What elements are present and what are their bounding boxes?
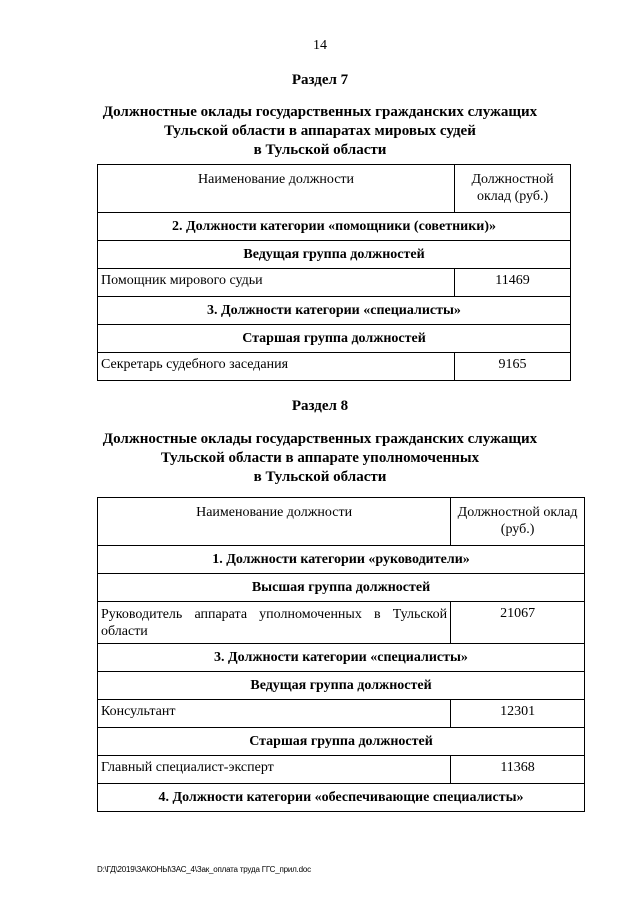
table-header-row xyxy=(98,498,585,546)
salary-head: 21067 xyxy=(451,602,585,644)
category-specialists: 3. Должности категории «специалисты» xyxy=(98,644,585,672)
category-row xyxy=(98,644,585,672)
group-senior: Старшая группа должностей xyxy=(98,728,585,756)
table-row xyxy=(98,602,585,644)
category-support: 4. Должности категории «обеспечивающие специалисты» xyxy=(98,784,585,812)
header-position-name: Наименование должности xyxy=(98,165,455,213)
group-row xyxy=(98,672,585,700)
position-chief-expert: Главный специалист-эксперт xyxy=(98,756,451,784)
salary-chief-expert: 11368 xyxy=(451,756,585,784)
category-row xyxy=(98,213,571,241)
group-highest: Высшая группа должностей xyxy=(98,574,585,602)
header-salary xyxy=(451,498,585,546)
position-head: Руководитель аппарата уполномоченных в Тульской области xyxy=(98,602,451,644)
footer-file-path: D:\ГД\2019\ЗАКОНЫ\ЗАС_4\Зак_оплата труда ГГС_прил.doc xyxy=(97,865,311,874)
group-row xyxy=(98,325,571,353)
header-salary-line2: оклад (руб.) xyxy=(476,189,549,204)
page-number: 14 xyxy=(313,38,327,53)
section7-salary-table xyxy=(97,164,571,381)
section7-title-line2: Тульской области в аппаратах мировых судей xyxy=(164,123,476,139)
table-row xyxy=(98,353,571,381)
section8-title-line3: в Тульской области xyxy=(253,469,387,485)
group-row xyxy=(98,728,585,756)
category-heads: 1. Должности категории «руководители» xyxy=(98,546,585,574)
position-consultant: Консультант xyxy=(98,700,451,728)
group-leading: Ведущая группа должностей xyxy=(98,241,571,269)
table-row xyxy=(98,756,585,784)
section8-title-line2: Тульской области в аппарате уполномоченных xyxy=(160,450,480,466)
header-salary xyxy=(455,165,571,213)
section8-heading: Раздел 8 xyxy=(291,398,349,414)
section7-title-line1: Должностные оклады государственных гражданских служащих xyxy=(102,104,538,120)
table-header-row xyxy=(98,165,571,213)
header-salary-line2: (руб.) xyxy=(500,522,535,537)
category-row xyxy=(98,784,585,812)
section7-heading: Раздел 7 xyxy=(291,72,349,88)
group-row xyxy=(98,241,571,269)
section7-title xyxy=(0,103,640,160)
position-secretary: Секретарь судебного заседания xyxy=(98,353,455,381)
position-assistant: Помощник мирового судьи xyxy=(98,269,455,297)
section8-title-line1: Должностные оклады государственных гражданских служащих xyxy=(102,431,538,447)
header-position-name: Наименование должности xyxy=(98,498,451,546)
table-row xyxy=(98,269,571,297)
section8-salary-table xyxy=(97,497,585,812)
table-row xyxy=(98,700,585,728)
header-salary-line1: Должностной xyxy=(471,172,554,187)
section7-title-line3: в Тульской области xyxy=(253,142,387,158)
group-leading: Ведущая группа должностей xyxy=(98,672,585,700)
category-row xyxy=(98,297,571,325)
salary-assistant: 11469 xyxy=(455,269,571,297)
group-row xyxy=(98,574,585,602)
salary-secretary: 9165 xyxy=(455,353,571,381)
salary-consultant: 12301 xyxy=(451,700,585,728)
section8-title xyxy=(0,430,640,487)
category-row xyxy=(98,546,585,574)
group-senior: Старшая группа должностей xyxy=(98,325,571,353)
category-assistants: 2. Должности категории «помощники (советники)» xyxy=(98,213,571,241)
category-specialists: 3. Должности категории «специалисты» xyxy=(98,297,571,325)
header-salary-line1: Должностной оклад xyxy=(457,505,578,520)
